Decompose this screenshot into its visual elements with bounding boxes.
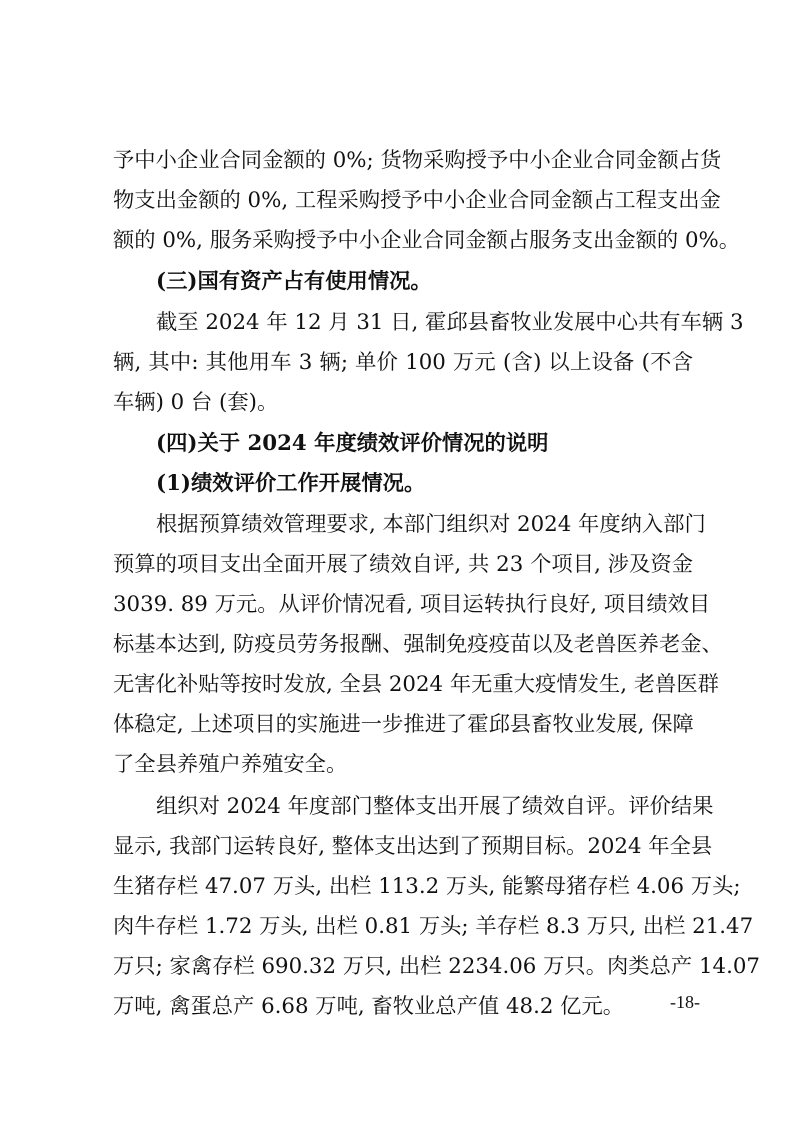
text-line: 车辆) 0 台 (套)。 xyxy=(113,390,279,415)
text-line: 截至 2024 年 12 月 31 日, 霍邱县畜牧业发展中心共有车辆 3 xyxy=(156,310,744,335)
text-line: 预算的项目支出全面开展了绩效自评, 共 23 个项目, 涉及资金 xyxy=(113,552,693,577)
text-line: 生猪存栏 47.07 万头, 出栏 113.2 万头, 能繁母猪存栏 4.06 万头; xyxy=(113,874,741,899)
text-line: 无害化补贴等按时发放, 全县 2024 年无重大疫情发生, 老兽医群 xyxy=(113,672,719,697)
text-line: 组织对 2024 年度部门整体支出开展了绩效自评。评价结果 xyxy=(156,794,714,819)
text-line: 辆, 其中: 其他用车 3 辆; 单价 100 万元 (含) 以上设备 (不含 xyxy=(113,350,693,375)
text-line: 体稳定, 上述项目的实施进一步推进了霍邱县畜牧业发展, 保障 xyxy=(113,712,694,737)
text-line: 万只; 家禽存栏 690.32 万只, 出栏 2234.06 万只。肉类总产 14.07 xyxy=(113,954,760,979)
subsection-heading: (1)绩效评价工作开展情况。 xyxy=(156,471,426,496)
text-line: 标基本达到, 防疫员劳务报酬、强制免疫疫苗以及老兽医养老金、 xyxy=(113,632,723,657)
section-heading: (四)关于 2024 年度绩效评价情况的说明 xyxy=(156,431,549,456)
text-line: 显示, 我部门运转良好, 整体支出达到了预期目标。2024 年全县 xyxy=(113,834,713,859)
section-heading: (三)国有资产占有使用情况。 xyxy=(156,269,432,294)
text-line: 万吨, 禽蛋总产 6.68 万吨, 畜牧业总产值 48.2 亿元。 xyxy=(113,994,625,1019)
text-line: 肉牛存栏 1.72 万头, 出栏 0.81 万头; 羊存栏 8.3 万只, 出栏 21.47 xyxy=(113,914,754,939)
text-line: 了全县养殖户养殖安全。 xyxy=(113,752,348,777)
page-number: -18- xyxy=(670,992,700,1012)
text-line: 3039. 89 万元。从评价情况看, 项目运转执行良好, 项目绩效目 xyxy=(113,592,711,617)
text-line: 物支出金额的 0%, 工程采购授予中小企业合同金额占工程支出金 xyxy=(113,188,721,213)
text-line: 根据预算绩效管理要求, 本部门组织对 2024 年度纳入部门 xyxy=(156,512,706,537)
text-line: 额的 0%, 服务采购授予中小企业合同金额占服务支出金额的 0%。 xyxy=(113,228,741,253)
text-line: 予中小企业合同金额的 0%; 货物采购授予中小企业合同金额占货 xyxy=(113,148,722,173)
